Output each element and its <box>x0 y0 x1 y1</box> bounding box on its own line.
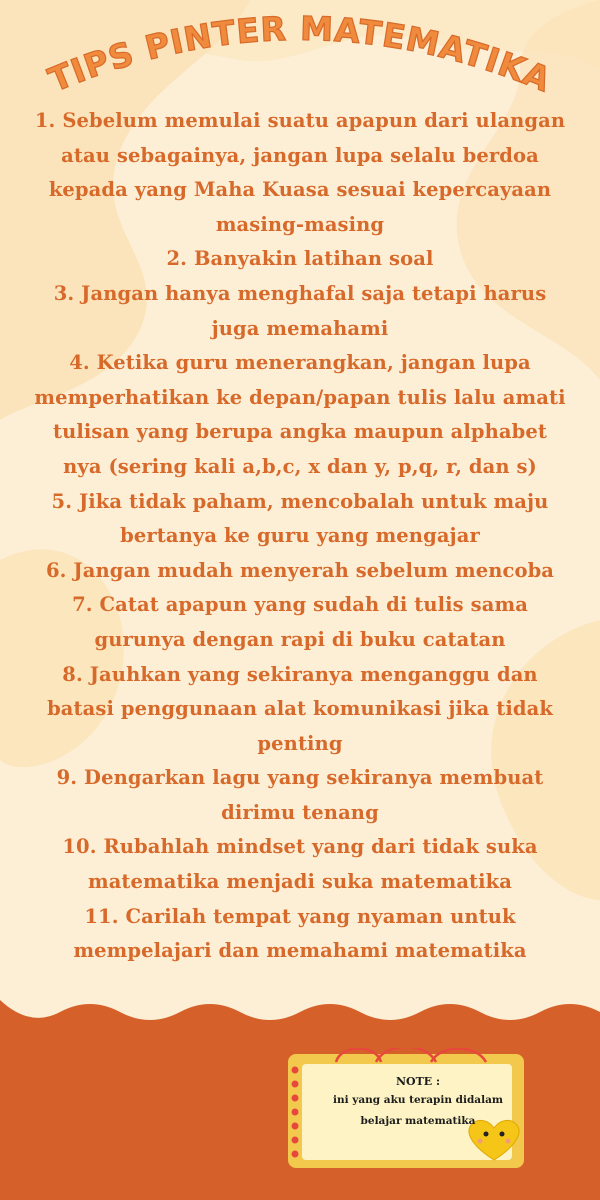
tip-item <box>28 830 572 899</box>
tip-item <box>28 485 572 554</box>
tip-line: 10. Rubahlah mindset yang dari tidak suka <box>62 835 538 859</box>
tip-line: 4. Ketika guru menerangkan, jangan lupa <box>69 351 531 375</box>
tip-item <box>28 761 572 830</box>
tip-item <box>28 242 572 277</box>
tip-line: matematika menjadi suka matematika <box>87 870 513 894</box>
tip-item <box>28 588 572 657</box>
tip-item <box>28 104 572 242</box>
tip-line: penting <box>257 731 343 755</box>
tip-line: 9. Dengarkan lagu yang sekiranya membuat <box>56 766 544 790</box>
tip-line: 11. Carilah tempat yang nyaman untuk <box>84 904 516 928</box>
svg-text:TIPS PINTER MATEMATIKA <box>43 9 557 100</box>
note-line: belajar matematika <box>360 1115 476 1127</box>
page-title-text: TIPS PINTER MATEMATIKA <box>43 8 557 100</box>
tip-line: tulisan yang berupa angka maupun alphabet <box>53 420 547 444</box>
note-line: ini yang aku terapin didalam <box>332 1094 504 1106</box>
tip-line: 1. Sebelum memulai suatu apapun dari ulangan <box>34 109 566 132</box>
tip-line: nya (sering kali a,b,c, x dan y, p,q, r, dan s) <box>63 454 537 478</box>
tip-line: gurunya dengan rapi di buku catatan <box>94 627 506 651</box>
tip-line: 5. Jika tidak paham, mencobalah untuk maju <box>51 489 549 513</box>
tips-list <box>28 104 572 969</box>
note-content <box>318 1074 518 1132</box>
tip-item <box>28 658 572 762</box>
tip-line: memperhatikan ke depan/papan tulis lalu amati <box>34 385 566 409</box>
tip-line: juga memahami <box>211 316 389 340</box>
tip-line: atau sebagainya, jangan lupa selalu berdoa <box>61 143 539 167</box>
tip-line: bertanya ke guru yang mengajar <box>120 524 480 548</box>
tip-line: 2. Banyakin latihan soal <box>166 247 434 271</box>
tip-line: 6. Jangan mudah menyerah sebelum mencoba <box>45 558 555 582</box>
tip-item <box>28 554 572 589</box>
tip-item <box>28 277 572 346</box>
page-title <box>0 0 600 110</box>
tip-line: 3. Jangan hanya menghafal saja tetapi harus <box>53 281 547 305</box>
tip-line: mempelajari dan memahami matematika <box>73 939 527 963</box>
note-title: NOTE : <box>395 1075 441 1088</box>
tip-line: kepada yang Maha Kuasa sesuai kepercayaan <box>48 178 552 202</box>
tip-line: 7. Catat apapun yang sudah di tulis sama <box>72 593 528 617</box>
tip-line: masing-masing <box>215 212 385 236</box>
tip-item <box>28 900 572 969</box>
tip-line: batasi penggunaan alat komunikasi jika tidak <box>47 697 553 721</box>
tip-item <box>28 346 572 484</box>
tip-line: dirimu tenang <box>221 800 379 824</box>
tip-line: 8. Jauhkan yang sekiranya menganggu dan <box>62 662 538 686</box>
